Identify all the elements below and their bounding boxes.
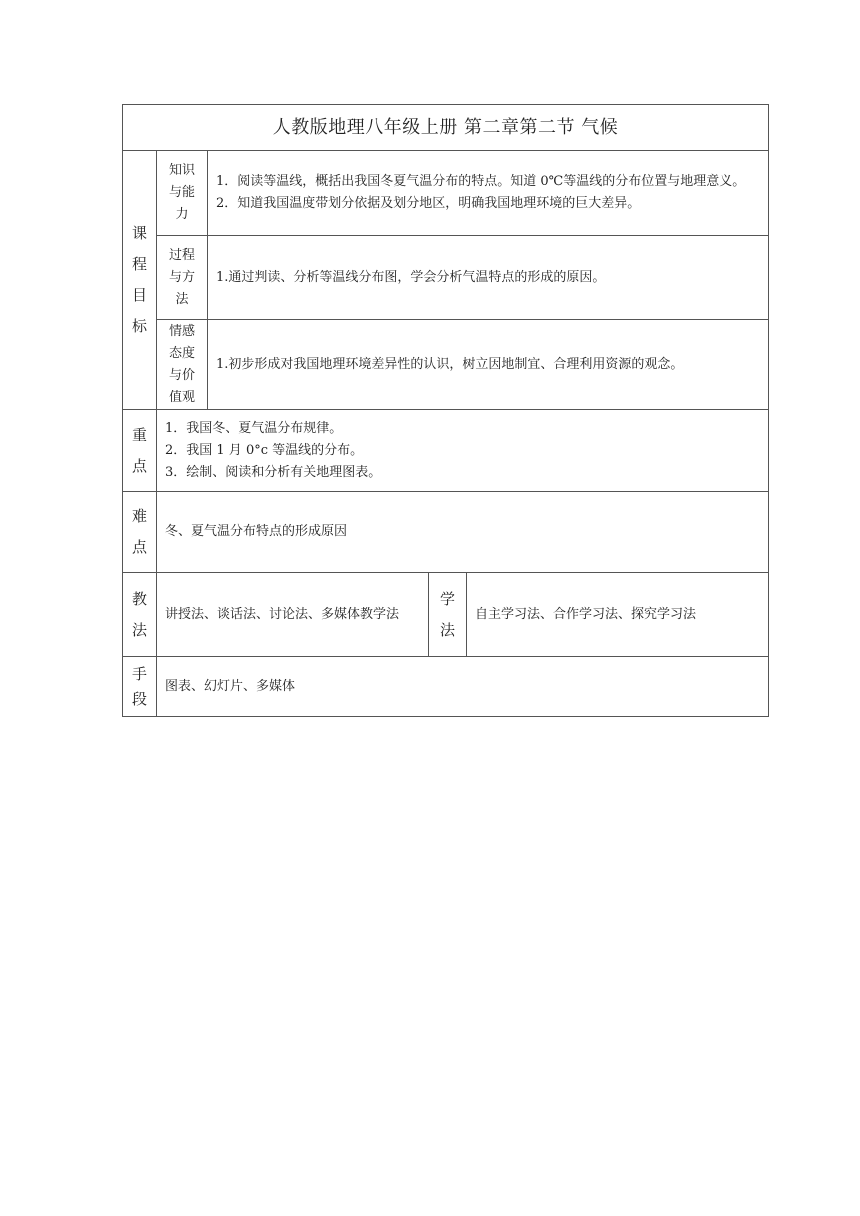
objectives-label: 课 程 目 标 [123,151,157,410]
process-method-content [208,236,769,320]
key-points-content [157,410,769,492]
key-point-item: 2．我国 1 月 0°c 等温线的分布。 [165,442,364,458]
process-method-label: 过程 与方 法 [157,236,208,320]
key-point-item: 3．绘制、阅读和分析有关地理图表。 [165,464,382,480]
objective-text: 1.通过判读、分析等温线分布图，学会分析气温特点的形成的原因。 [216,269,606,285]
teaching-means-label: 手 段 [123,657,157,717]
difficulties-content: 冬、夏气温分布特点的形成原因 [157,492,769,573]
emotion-attitude-label: 情感 态度 与价 值观 [157,320,208,410]
emotion-attitude-content [208,320,769,410]
knowledge-ability-label: 知识 与能 力 [157,151,208,236]
objective-text: 2．知道我国温度带划分依据及划分地区，明确我国地理环境的巨大差异。 [216,196,641,211]
teaching-method-content: 讲授法、谈话法、讨论法、多媒体教学法 [157,573,429,657]
learning-method-label: 学 法 [429,573,467,657]
difficulties-label: 难 点 [123,492,157,573]
page-title: 人教版地理八年级上册 第二章第二节 气候 [123,105,769,151]
teaching-means-content: 图表、幻灯片、多媒体 [157,657,769,717]
objective-text: 1.初步形成对我国地理环境差异性的认识，树立因地制宜、合理利用资源的观念。 [216,356,684,372]
objective-text: 1．阅读等温线，概括出我国冬夏气温分布的特点。知道 0℃等温线的分布位置与地理意义。 [216,174,746,189]
key-point-item: 1．我国冬、夏气温分布规律。 [165,420,343,436]
key-points-label: 重 点 [123,410,157,492]
lesson-plan-table-wrapper [122,104,768,717]
knowledge-ability-content [208,151,769,236]
learning-method-content: 自主学习法、合作学习法、探究学习法 [467,573,769,657]
teaching-method-label: 教 法 [123,573,157,657]
lesson-plan-table [122,104,769,717]
